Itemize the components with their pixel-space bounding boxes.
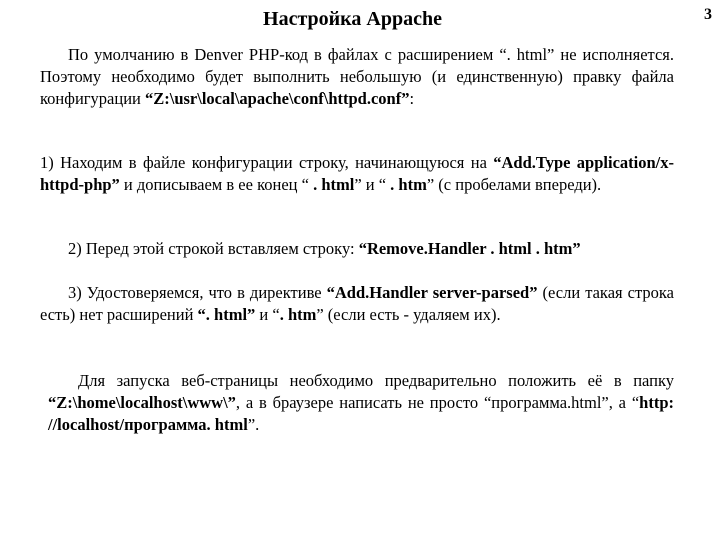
paragraph-step-1 [40,152,674,196]
paragraph-step-2 [68,238,674,260]
step1-ext-html: . html [313,175,355,194]
step1-directive: “Add.Type application/x-httpd-php” [40,153,674,194]
step1-text-a: 1) Находим в файле конфигурации строку, начинающуюся на [40,153,494,172]
launch-text-b: , а в браузере написать не просто “программа.html”, а “ [235,393,640,412]
paragraph-step-3 [40,282,674,326]
step1-text-c: ” и “ [354,175,391,194]
step3-text-b: (если такая строка есть) нет расширений [40,283,674,324]
step1-text-b: и дописываем в ее конец “ [119,175,314,194]
step3-ext-html: “. html” [197,305,256,324]
page-number: 3 [704,6,712,23]
launch-text-c: ”. [247,415,260,434]
paragraph-intro [40,44,674,110]
page-title: Настройка Appache [263,8,442,30]
config-path: “Z:\usr\local\apache\conf\httpd.conf” [145,89,410,108]
step1-text-d: ” (с пробелами впереди). [426,175,602,194]
intro-end: : [409,89,415,108]
step3-ext-htm: . htm [279,305,317,324]
step3-text-d: ” (если есть - удаляем их). [316,305,501,324]
intro-text: По умолчанию в Denver PHP-код в файлах с расширением “. html” не исполняется. Поэтому необходимо будет выполнить небольшую (и единственную) правку файла конфигурации [40,45,674,108]
launch-url: http: //localhost/программа. html [48,393,674,434]
step3-text-c: и “ [255,305,280,324]
step2-directive: “Remove.Handler . html . htm” [358,239,581,258]
step3-directive: “Add.Handler server-parsed” [326,283,538,302]
step3-text-a: 3) Удостоверяемся, что в директиве [68,283,327,302]
step2-text: 2) Перед этой строкой вставляем строку: [68,239,359,258]
launch-folder-path: “Z:\home\localhost\www\” [48,393,236,412]
paragraph-launch [48,370,674,436]
launch-text-a: Для запуска веб-страницы необходимо предварительно положить её в папку [78,371,674,390]
step1-ext-htm: . htm [390,175,427,194]
